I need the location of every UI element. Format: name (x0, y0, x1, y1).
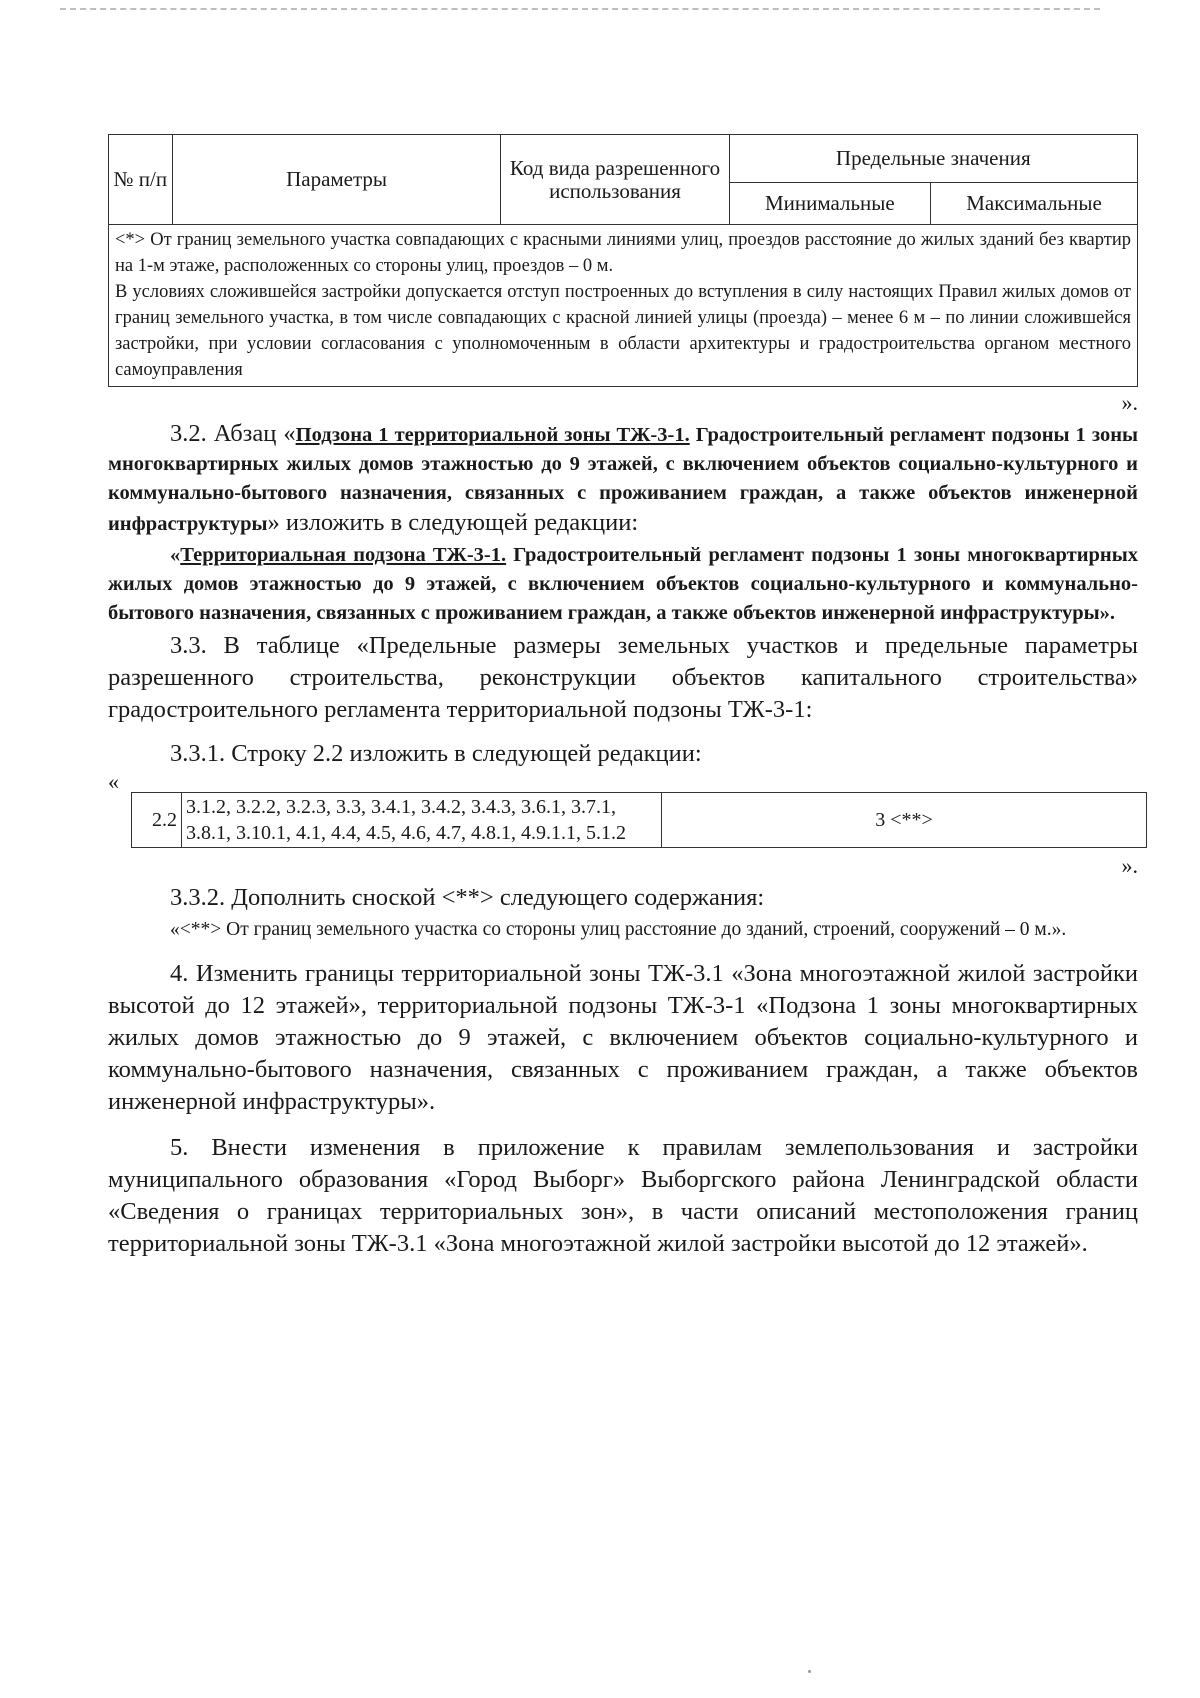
paragraph-5: 5. Внести изменения в приложение к правилам землепользования и застройки муниципального образования «Город Выборг» Выборгского района Ленинградской области «Сведения о границах территориальных зон», в части описаний местоположения границ территориальной зоны ТЖ-3.1 «Зона многоэтажной жилой застройки высотой до 12 этажей». (108, 1134, 1138, 1257)
p32new-lead: « (170, 544, 181, 566)
paragraph-3-3-1: 3.3.1. Строку 2.2 изложить в следующей редакции: (170, 740, 702, 767)
paragraph-3-3-2: 3.3.2. Дополнить сноской <**> следующего содержания: (170, 884, 765, 911)
p32new-underlined: Территориальная подзона ТЖ-3-1. (180, 544, 507, 566)
p32new-tail: ». (1099, 602, 1115, 624)
header-num: № п/п (109, 135, 173, 225)
open-quote: « (108, 769, 119, 794)
parameters-table (108, 134, 1138, 387)
note-line: <*> От границ земельного участка совпадающих с красными линиями улиц, проездов расстояние до жилых зданий без квартир на 1-м этаже, расположенных со стороны улиц, проездов – 0 м. (115, 230, 1131, 276)
scan-dot (808, 1670, 811, 1673)
scan-artifact-line (60, 8, 1100, 10)
note-line: В условиях сложившейся застройки допускается отступ построенных до вступления в силу настоящих Правил жилых домов от границ земельного участка, в том числе совпадающих с красной линией улицы (проезда) – менее 6 м – по линии сложившейся застройки, при условии согласования с уполномоченным в области архитектуры и градостроительства органом местного самоуправления (115, 282, 1131, 380)
paragraph-3-2 (108, 419, 1138, 539)
header-min: Минимальные (729, 183, 931, 225)
row-codes: 3.1.2, 3.2.2, 3.2.3, 3.3, 3.4.1, 3.4.2, 3.4.3, 3.6.1, 3.7.1, 3.8.1, 3.10.1, 4.1, 4.4, 4.5, 4.6, 4.7, 4.8.1, 4.9.1.1, 5.1.2 (182, 793, 662, 848)
row-value: 3 <**> (662, 793, 1147, 848)
row-2-2-table (131, 792, 1147, 848)
table-note (109, 225, 1138, 387)
p32-lead: 3.2. Абзац « (170, 420, 296, 447)
p32-tail: » изложить в следующей редакции: (267, 509, 639, 536)
row-number: 2.2 (132, 793, 182, 848)
close-quote: ». (1121, 390, 1138, 415)
p32new-bold: Градостроительный регламент подзоны 1 зоны многоквартирных жилых домов этажностью до 9 этажей, с включением объектов социально-культурного и коммунально-бытового назначения, связанных с проживанием граждан, а также объектов инженерной инфраструктуры (108, 544, 1138, 624)
header-max: Максимальные (931, 183, 1138, 225)
p32-bold: Градостроительный регламент подзоны 1 зоны многоквартирных жилых домов этажностью до 9 этажей, с включением объектов социально-культурного и коммунально-бытового назначения, связанных с проживанием граждан, а также объектов инженерной инфраструктуры (108, 424, 1139, 535)
footnote-text: «<**> От границ земельного участка со стороны улиц расстояние до зданий, строений, сооружений – 0 м.». (170, 919, 1067, 940)
header-limits: Предельные значения (729, 135, 1137, 183)
p32-underlined: Подзона 1 территориальной зоны ТЖ-3-1. (295, 424, 690, 446)
close-quote: ». (1121, 853, 1138, 878)
paragraph-4: 4. Изменить границы территориальной зоны ТЖ-3.1 «Зона многоэтажной жилой застройки высотой до 12 этажей», территориальной подзоны ТЖ-3-1 «Подзона 1 зоны многоквартирных жилых домов этажностью до 9 этажей, с включением объектов социально-культурного и коммунально-бытового назначения, связанных с проживанием граждан, а также объектов инженерной инфраструктуры». (108, 960, 1138, 1115)
document-page (108, 134, 1138, 1260)
header-params: Параметры (172, 135, 501, 225)
header-code: Код вида разрешенного использования (501, 135, 729, 225)
paragraph-3-3: 3.3. В таблице «Предельные размеры земельных участков и предельные параметры разрешенного строительства, реконструкции объектов капитального строительства» градостроительного регламента территориальной подзоны ТЖ-3-1: (108, 632, 1138, 723)
paragraph-3-2-new (108, 541, 1138, 628)
